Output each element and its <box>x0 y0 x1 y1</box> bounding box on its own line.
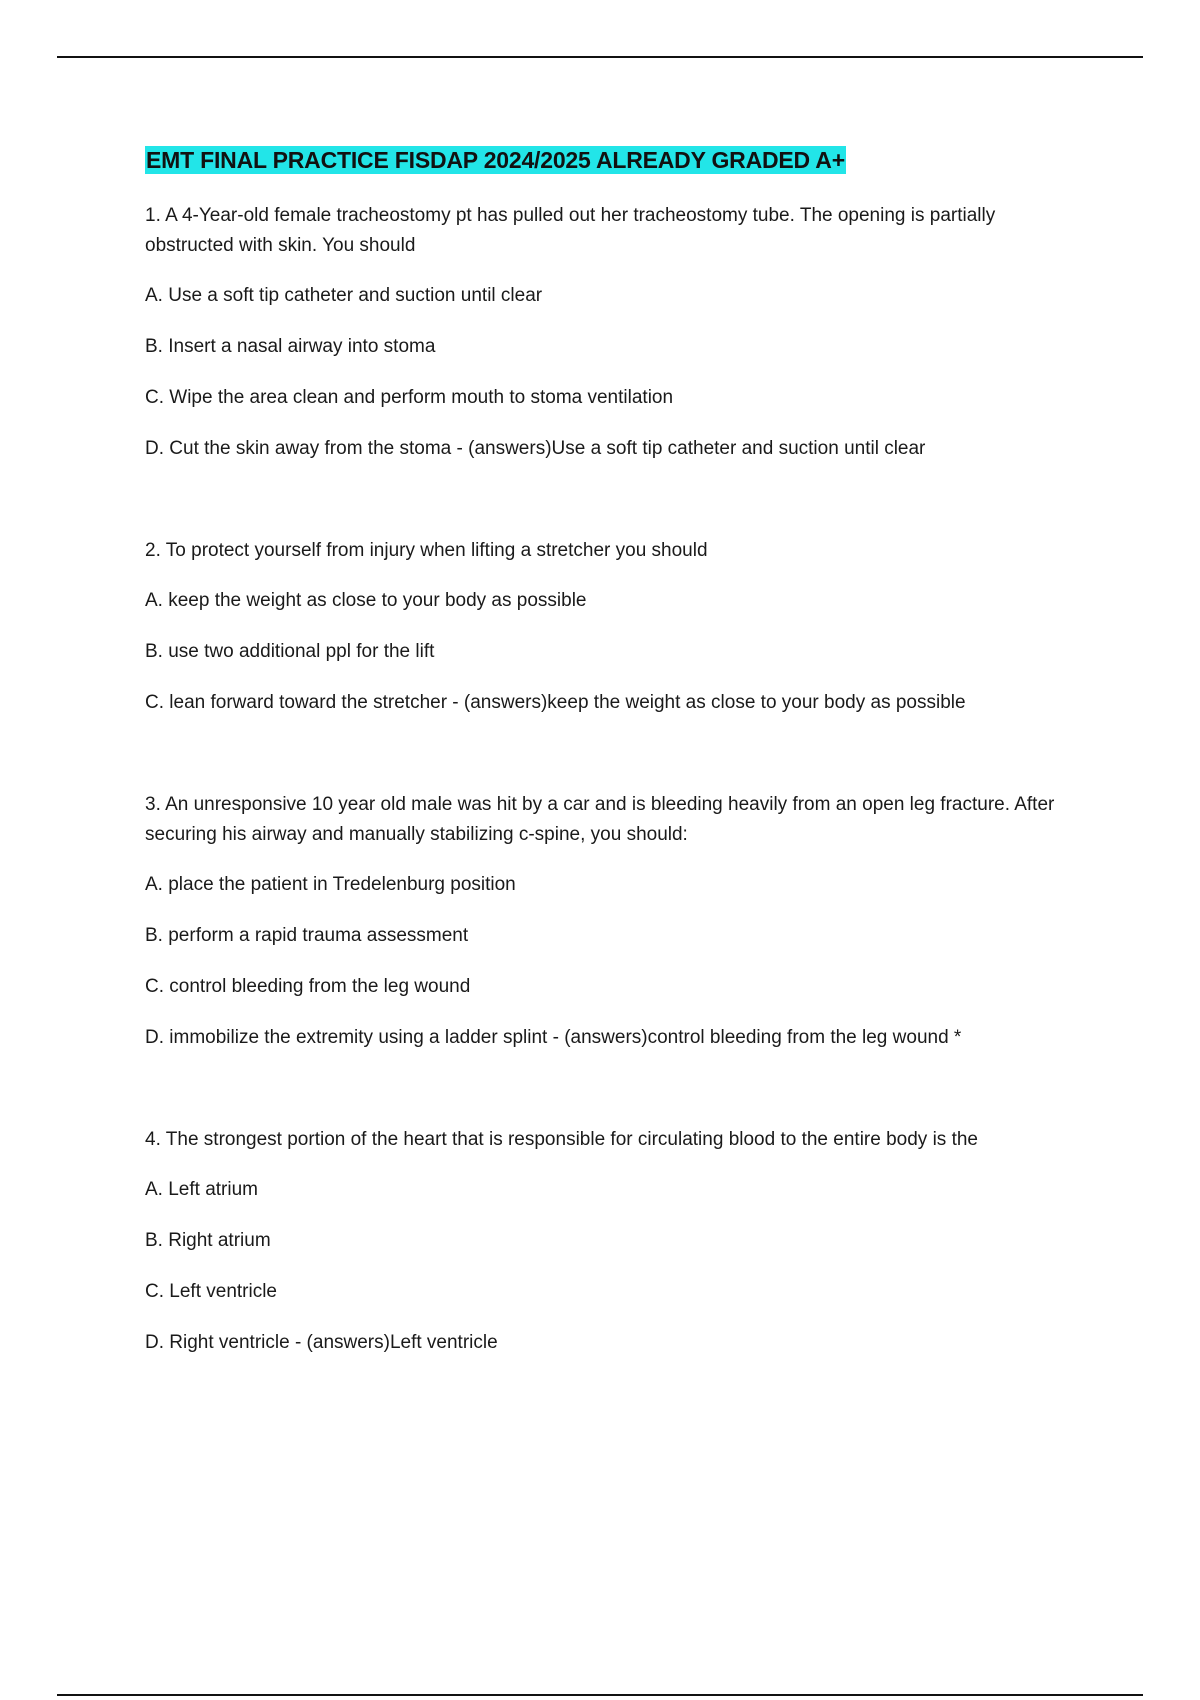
answer-option-a: A. Left atrium <box>145 1179 258 1200</box>
question-text: 4. The strongest portion of the heart that is responsible for circulating blood to the entire body is the <box>145 1129 978 1150</box>
answer-option-a: A. place the patient in Tredelenburg position <box>145 874 516 895</box>
question-text: 2. To protect yourself from injury when lifting a stretcher you should <box>145 540 708 561</box>
question-4 <box>145 1125 1085 1358</box>
footer-rule <box>57 1694 1143 1696</box>
question-1 <box>145 201 1085 464</box>
document-title: EMT FINAL PRACTICE FISDAP 2024/2025 ALREADY GRADED A+ <box>146 147 845 173</box>
answer-option-d: D. Right ventricle - (answers)Left ventricle <box>145 1332 498 1353</box>
answer-option-c: C. control bleeding from the leg wound <box>145 976 471 997</box>
answer-option-c: C. Wipe the area clean and perform mouth to stoma ventilation <box>145 387 674 408</box>
answer-option-c: C. lean forward toward the stretcher - (answers)keep the weight as close to your body as possible <box>145 692 966 713</box>
answer-option-b: B. Insert a nasal airway into stoma <box>145 336 436 357</box>
answer-option-a: A. keep the weight as close to your body as possible <box>145 590 587 611</box>
answer-option-d: D. immobilize the extremity using a ladder splint - (answers)control bleeding from the leg wound * <box>145 1027 962 1048</box>
document-body <box>145 146 1085 1430</box>
answer-option-b: B. use two additional ppl for the lift <box>145 641 435 662</box>
question-text: 1. A 4-Year-old female tracheostomy pt has pulled out her tracheostomy tube. The opening is partially obstructed with skin. You should <box>145 205 996 256</box>
question-text: 3. An unresponsive 10 year old male was hit by a car and is bleeding heavily from an open leg fracture. After securing his airway and manually stabilizing c-spine, you should: <box>145 794 1055 845</box>
question-2 <box>145 536 1085 718</box>
answer-option-b: B. perform a rapid trauma assessment <box>145 925 469 946</box>
answer-option-a: A. Use a soft tip catheter and suction until clear <box>145 285 543 306</box>
header-rule <box>57 56 1143 58</box>
answer-option-d: D. Cut the skin away from the stoma - (answers)Use a soft tip catheter and suction until clear <box>145 438 926 459</box>
answer-option-c: C. Left ventricle <box>145 1281 277 1302</box>
answer-option-b: B. Right atrium <box>145 1230 271 1251</box>
question-3 <box>145 790 1085 1053</box>
